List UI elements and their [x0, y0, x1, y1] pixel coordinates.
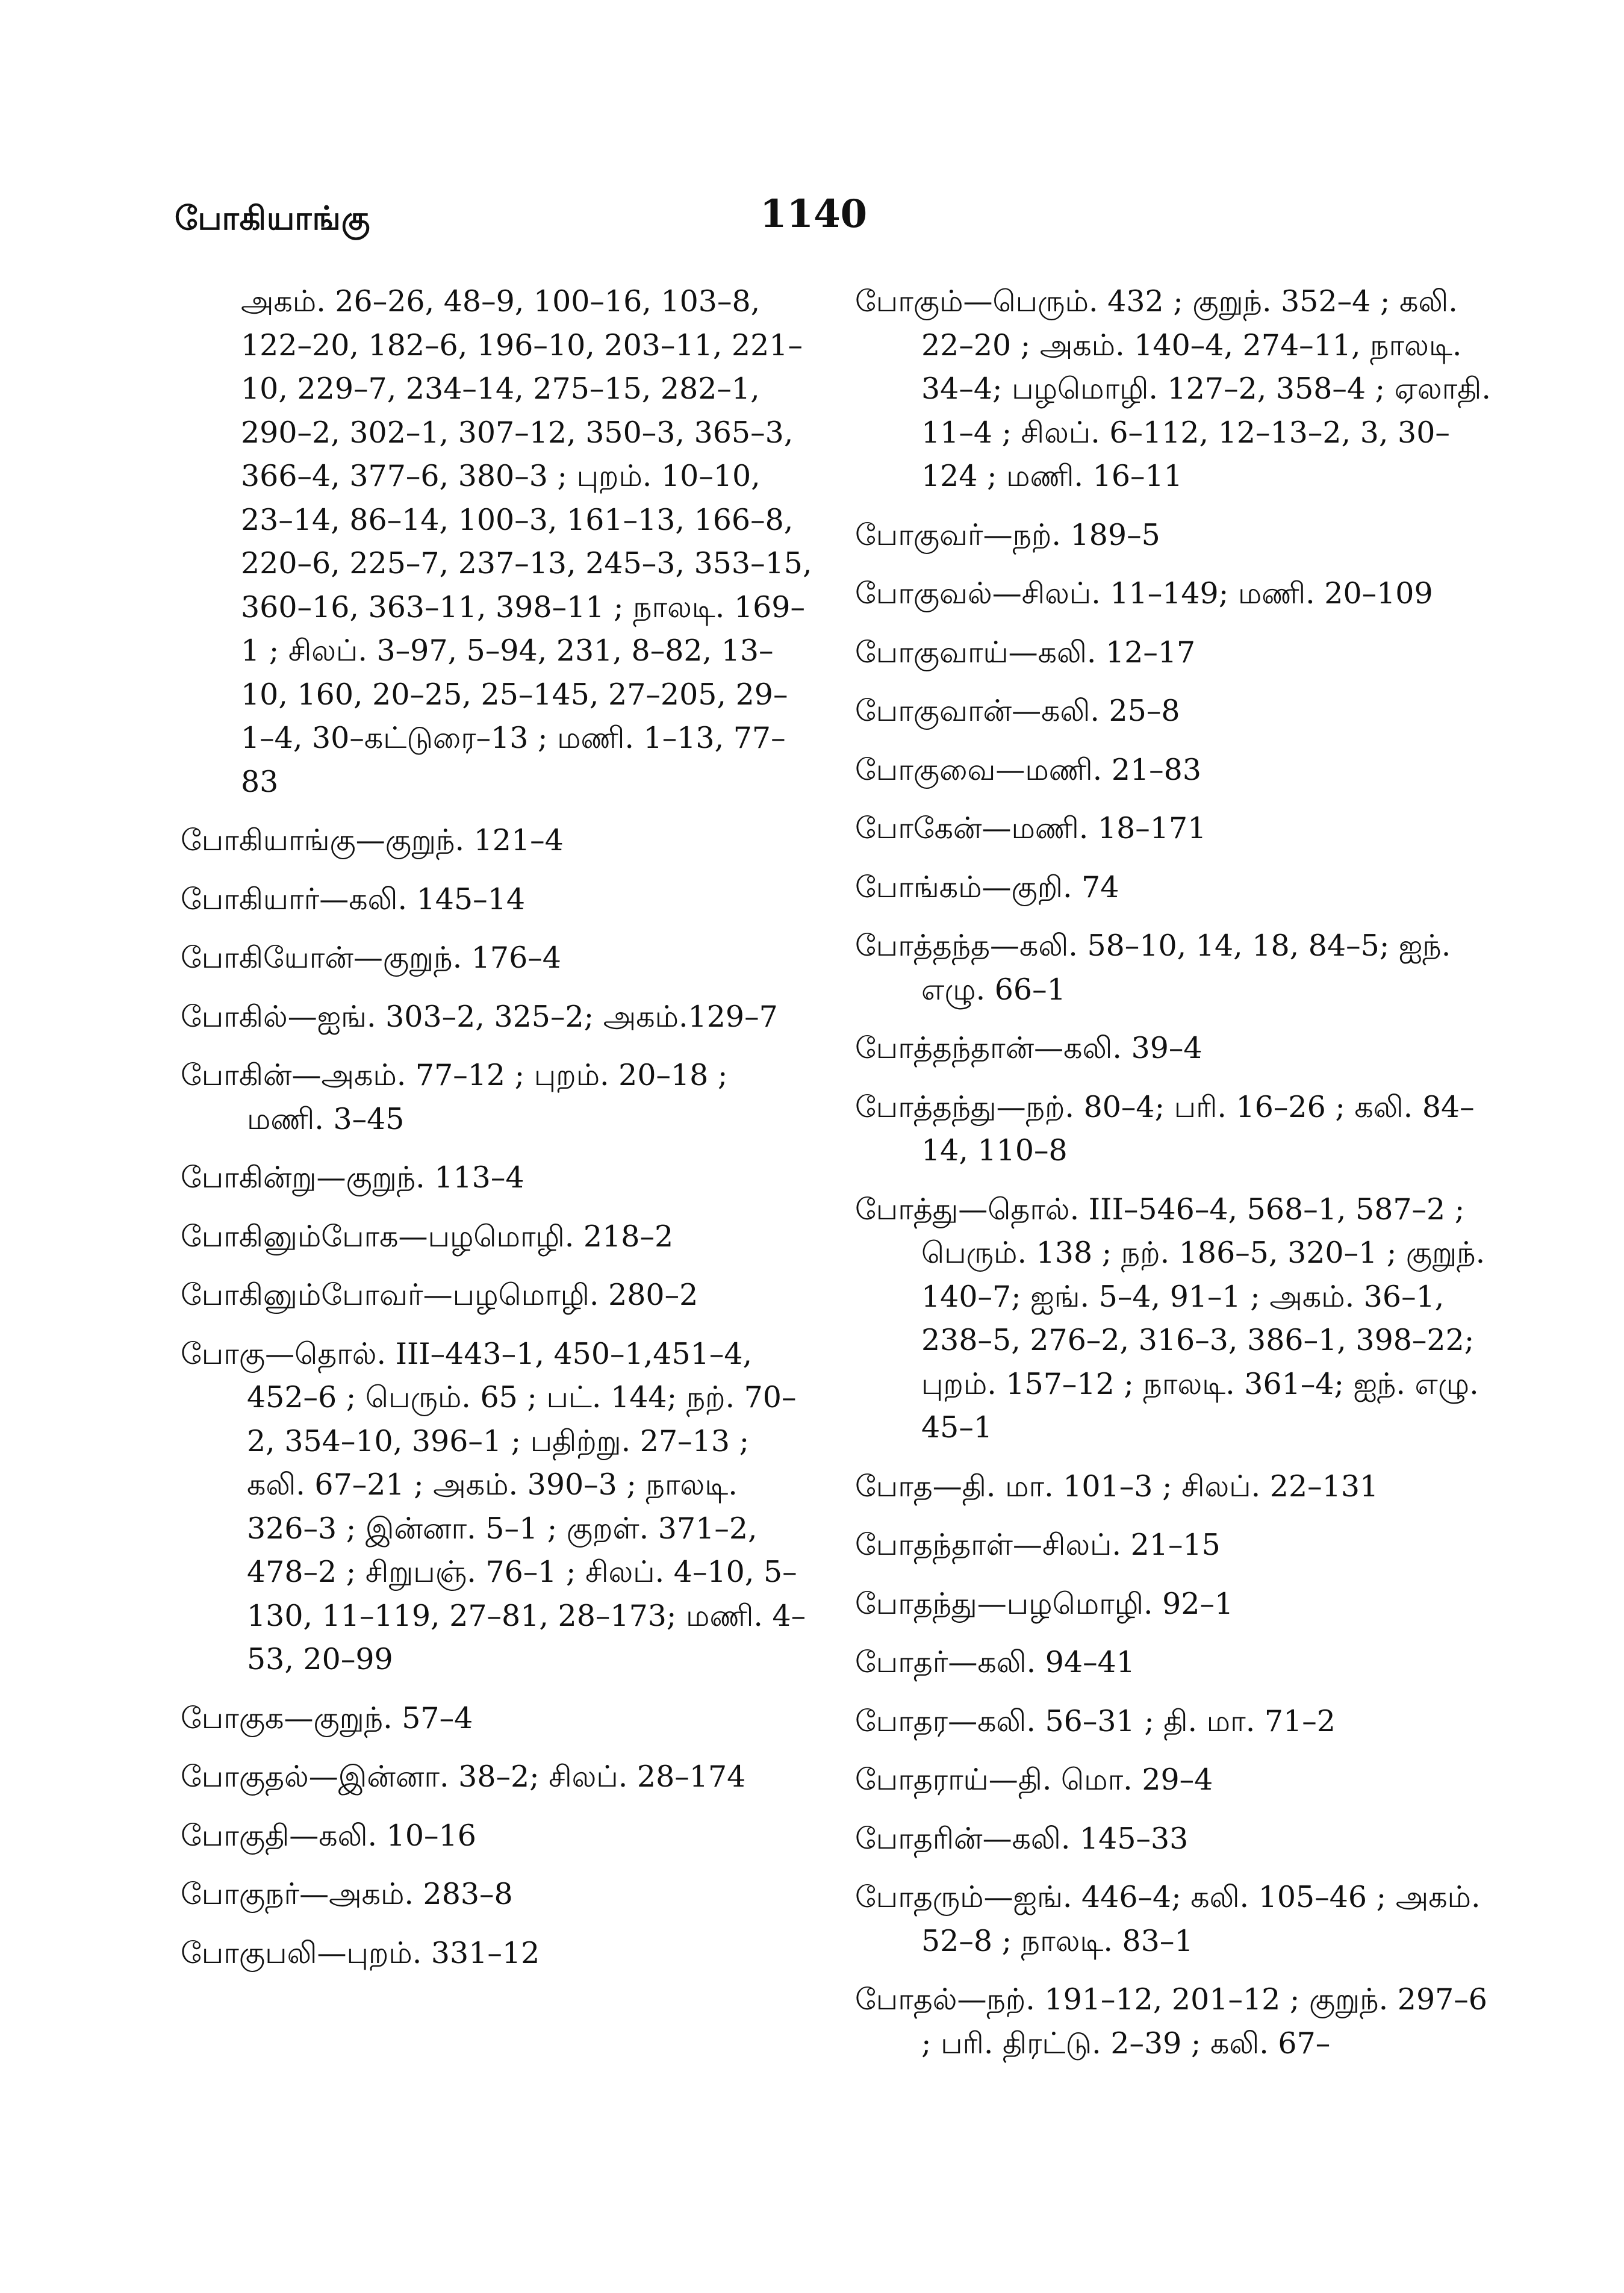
- entry-separator: —: [982, 1821, 1012, 1856]
- index-entry: [181, 1333, 813, 1682]
- entry-references: புறம். 331–12: [346, 1935, 540, 1970]
- index-entry: [181, 936, 813, 980]
- index-entry: [855, 572, 1499, 616]
- index-entry: [181, 1274, 813, 1318]
- entry-separator: —: [291, 1058, 322, 1092]
- entry-references: பழமொழி. 92–1: [1006, 1586, 1234, 1621]
- entry-headword: போதந்து: [855, 1586, 977, 1621]
- entry-headword: போகுக: [181, 1700, 284, 1735]
- entry-separator: —: [299, 1877, 329, 1911]
- index-entry: [855, 748, 1499, 792]
- entry-headword: போதரின்: [855, 1821, 983, 1856]
- entry-headword: போதர்: [855, 1645, 948, 1679]
- index-entry: [855, 1582, 1499, 1626]
- index-entry: [855, 689, 1499, 733]
- index-entry: [855, 631, 1499, 675]
- entry-separator: —: [982, 811, 1012, 845]
- entry-references: பெரும். 432 ; குறுந். 352–4 ; கலி. 22–20 ; அகம். 140–4, 274–11, நாலடி. 34–4; பழமொழி. 127–2, 358–4 ; ஏலாதி. 11–4 ; சிலப். 6–112, 12–13–2, 3, 30–124 ; மணி. 16–11: [921, 284, 1491, 493]
- entry-references: ஐங். 303–2, 325–2; அகம்.129–7: [317, 999, 778, 1034]
- entry-references: குறுந். 113–4: [346, 1160, 524, 1195]
- entry-headword: போத்தந்தான்: [855, 1031, 1034, 1065]
- entry-separator: —: [398, 1219, 428, 1254]
- entry-separator: —: [1034, 1031, 1064, 1065]
- entry-separator: —: [992, 576, 1022, 611]
- entry-headword: போகு: [181, 1336, 266, 1371]
- index-entry: [855, 1027, 1499, 1071]
- continued-entry: அகம். 26–26, 48–9, 100–16, 103–8, 122–20, 182–6, 196–10, 203–11, 221–10, 229–7, 234–14, 275–15, 282–1, 290–2, 302–1, 307–12, 350–3, 365–3, 366–4, 377–6, 380–3 ; புறம். 10–10, 23–14, 86–14, 100–3, 161–13, 166–8, 220–6, 225–7, 237–13, 245–3, 353–15, 360–16, 363–11, 398–11 ; நாலடி. 169–1 ; சிலப். 3–97, 5–94, 231, 8–82, 13–10, 160, 20–25, 25–145, 27–205, 29–1–4, 30–கட்டுரை–13 ; மணி. 1–13, 77–83: [241, 284, 812, 799]
- entry-headword: போத்தந்த: [855, 929, 991, 963]
- entry-headword: போகுவாய்: [855, 635, 1009, 670]
- index-entry: [855, 1978, 1499, 2065]
- index-entry: [181, 1054, 813, 1141]
- entry-references: அகம். 77–12 ; புறம். 20–18 ; மணி. 3–45: [247, 1058, 728, 1136]
- entry-headword: போகுவர்: [855, 517, 983, 552]
- entry-headword: போகில்: [181, 999, 288, 1034]
- entry-headword: போகேன்: [855, 811, 982, 845]
- entry-headword: போகின்: [181, 1058, 292, 1092]
- entry-headword: போதந்தாள்: [855, 1528, 1013, 1562]
- entry-separator: —: [957, 1982, 987, 2017]
- entry-separator: —: [1008, 635, 1038, 670]
- index-entry: [855, 1817, 1499, 1861]
- index-entry: [181, 819, 813, 863]
- index-entry: [855, 1188, 1499, 1450]
- right-entry-list: [855, 280, 1499, 2065]
- entry-references: நற். 80–4; பரி. 16–26 ; கலி. 84–14, 110–8: [921, 1089, 1475, 1168]
- entry-references: தொல். III–443–1, 450–1,451–4, 452–6 ; பெரும். 65 ; பட். 144; நற். 70–2, 354–10, 396–1 ; பதிற்று. 27–13 ; கலி. 67–21 ; அகம். 390–3 ; நாலடி. 326–3 ; இன்னா. 5–1 ; குறள். 371–2, 478–2 ; சிறுபஞ். 76–1 ; சிலப். 4–10, 5–130, 11–119, 27–81, 28–173; மணி. 4–53, 20–99: [247, 1336, 806, 1676]
- entry-references: பழமொழி. 218–2: [428, 1219, 674, 1254]
- entry-references: குறுந். 57–4: [313, 1700, 473, 1735]
- entry-headword: போகின்று: [181, 1160, 317, 1195]
- left-entry-list: [181, 819, 813, 1975]
- right-column: [855, 280, 1499, 2080]
- index-entry: [855, 1876, 1499, 1963]
- index-entry: [855, 1758, 1499, 1802]
- index-entry: [181, 1156, 813, 1200]
- entry-separator: —: [988, 1763, 1018, 1797]
- entry-separator: —: [287, 999, 317, 1034]
- entry-separator: —: [948, 1645, 978, 1679]
- entry-references: கலி. 145–14: [349, 882, 525, 916]
- entry-references: குறுந். 176–4: [382, 941, 561, 975]
- entry-headword: போத்து: [855, 1192, 959, 1227]
- entry-headword: போங்கம்: [855, 870, 982, 904]
- index-entry: [855, 1523, 1499, 1567]
- entry-headword: போகுதல்: [181, 1759, 309, 1794]
- entry-headword: போகியோன்: [181, 941, 353, 975]
- entry-separator: —: [284, 1700, 314, 1735]
- entry-references: கலி. 58–10, 14, 18, 84–5; ஐந். எழு. 66–1: [921, 929, 1451, 1007]
- entry-references: கலி. 12–17: [1038, 635, 1196, 670]
- entry-references: தி. மா. 101–3 ; சிலப். 22–131: [962, 1469, 1379, 1504]
- entry-references: கலி. 56–31 ; தி. மா. 71–2: [977, 1703, 1336, 1738]
- entry-references: தி. மொ. 29–4: [1018, 1763, 1213, 1797]
- entry-separator: —: [423, 1278, 453, 1312]
- entry-references: சிலப். 21–15: [1042, 1528, 1221, 1562]
- entry-headword: போகினும்போக: [181, 1219, 399, 1254]
- entry-separator: —: [995, 752, 1025, 787]
- index-entry: [181, 1215, 813, 1259]
- entry-separator: —: [265, 1336, 295, 1371]
- entry-headword: போதராய்: [855, 1763, 989, 1797]
- entry-references: கலி. 10–16: [319, 1818, 476, 1853]
- entry-references: நற். 189–5: [1012, 517, 1160, 552]
- index-entry: [855, 1700, 1499, 1744]
- entry-headword: போகுவான்: [855, 694, 1012, 728]
- entry-separator: —: [289, 1818, 319, 1853]
- index-entry: [855, 1641, 1499, 1685]
- entry-headword: போகியார்: [181, 882, 320, 916]
- entry-separator: —: [317, 1935, 347, 1970]
- entry-separator: —: [996, 1089, 1026, 1124]
- index-entry: [855, 1086, 1499, 1173]
- index-entry: [855, 514, 1499, 558]
- entry-separator: —: [308, 1759, 338, 1794]
- entry-headword: போகினும்போவர்: [181, 1278, 423, 1312]
- entry-separator: —: [353, 941, 383, 975]
- entry-references: பழமொழி. 280–2: [452, 1278, 698, 1312]
- entry-references: கலி. 94–41: [977, 1645, 1135, 1679]
- entry-separator: —: [963, 284, 993, 319]
- index-entry: [855, 866, 1499, 910]
- entry-references: குறி. 74: [1011, 870, 1119, 904]
- entry-headword: போதல்: [855, 1982, 957, 2017]
- index-entry: [181, 1932, 813, 1976]
- index-entry: [181, 1814, 813, 1858]
- entry-headword: போத்தந்து: [855, 1089, 997, 1124]
- index-entry: [855, 924, 1499, 1012]
- index-entry: [181, 878, 813, 922]
- entry-separator: —: [990, 929, 1020, 963]
- entry-separator: —: [316, 1160, 346, 1195]
- entry-headword: போதரும்: [855, 1880, 984, 1914]
- running-head: போகியாங்கு: [175, 199, 371, 237]
- entry-separator: —: [319, 882, 349, 916]
- entry-separator: —: [1012, 1528, 1042, 1562]
- entry-references: மணி. 18–171: [1011, 811, 1207, 845]
- entry-headword: போகுதி: [181, 1818, 290, 1853]
- entry-headword: போகுவை: [855, 752, 996, 787]
- entry-separator: —: [1012, 694, 1042, 728]
- entry-separator: —: [932, 1469, 962, 1504]
- page-number: 1140: [760, 191, 868, 237]
- entry-separator: —: [948, 1703, 978, 1738]
- entry-separator: —: [355, 823, 385, 857]
- index-entry: [181, 995, 813, 1039]
- entry-headword: போகும்: [855, 284, 963, 319]
- entry-references: சிலப். 11–149; மணி. 20–109: [1021, 576, 1433, 611]
- entry-references: மணி. 21–83: [1025, 752, 1202, 787]
- index-entry: [181, 1755, 813, 1799]
- entry-references: இன்னா. 38–2; சிலப். 28–174: [338, 1759, 746, 1794]
- entry-separator: —: [958, 1192, 988, 1227]
- entry-separator: —: [983, 1880, 1013, 1914]
- entry-separator: —: [983, 517, 1013, 552]
- entry-references: தொல். III–546–4, 568–1, 587–2 ; பெரும். 138 ; நற். 186–5, 320–1 ; குறுந். 140–7; ஐங். 5–4, 91–1 ; அகம். 36–1, 238–5, 276–2, 316–3, 386–1, 398–22; புறம். 157–12 ; நாலடி. 361–4; ஐந். எழு. 45–1: [921, 1192, 1486, 1445]
- entry-headword: போகுவல்: [855, 576, 992, 611]
- entry-separator: —: [977, 1586, 1007, 1621]
- index-entry: [855, 807, 1499, 851]
- entry-references: கலி. 25–8: [1041, 694, 1180, 728]
- index-entry: [181, 1873, 813, 1917]
- entry-references: நற். 191–12, 201–12 ; குறுந். 297–6 ; பரி. திரட்டு. 2–39 ; கலி. 67–: [921, 1982, 1487, 2061]
- entry-headword: போதர: [855, 1703, 948, 1738]
- entry-references: கலி. 39–4: [1063, 1031, 1202, 1065]
- entry-headword: போத: [855, 1469, 933, 1504]
- entry-headword: போகியாங்கு: [181, 823, 356, 857]
- entry-references: கலி. 145–33: [1012, 1821, 1189, 1856]
- left-column: [181, 280, 813, 1990]
- entry-references: குறுந். 121–4: [385, 823, 564, 857]
- entry-headword: போகுபலி: [181, 1935, 317, 1970]
- entry-references: அகம். 283–8: [329, 1877, 513, 1911]
- index-entry: [855, 1465, 1499, 1509]
- index-entry: [855, 280, 1499, 499]
- entry-headword: போகுநர்: [181, 1877, 300, 1911]
- entry-separator: —: [982, 870, 1012, 904]
- entry-references: ஐங். 446–4; கலி. 105–46 ; அகம். 52–8 ; நாலடி. 83–1: [921, 1880, 1481, 1958]
- index-entry: [181, 1697, 813, 1741]
